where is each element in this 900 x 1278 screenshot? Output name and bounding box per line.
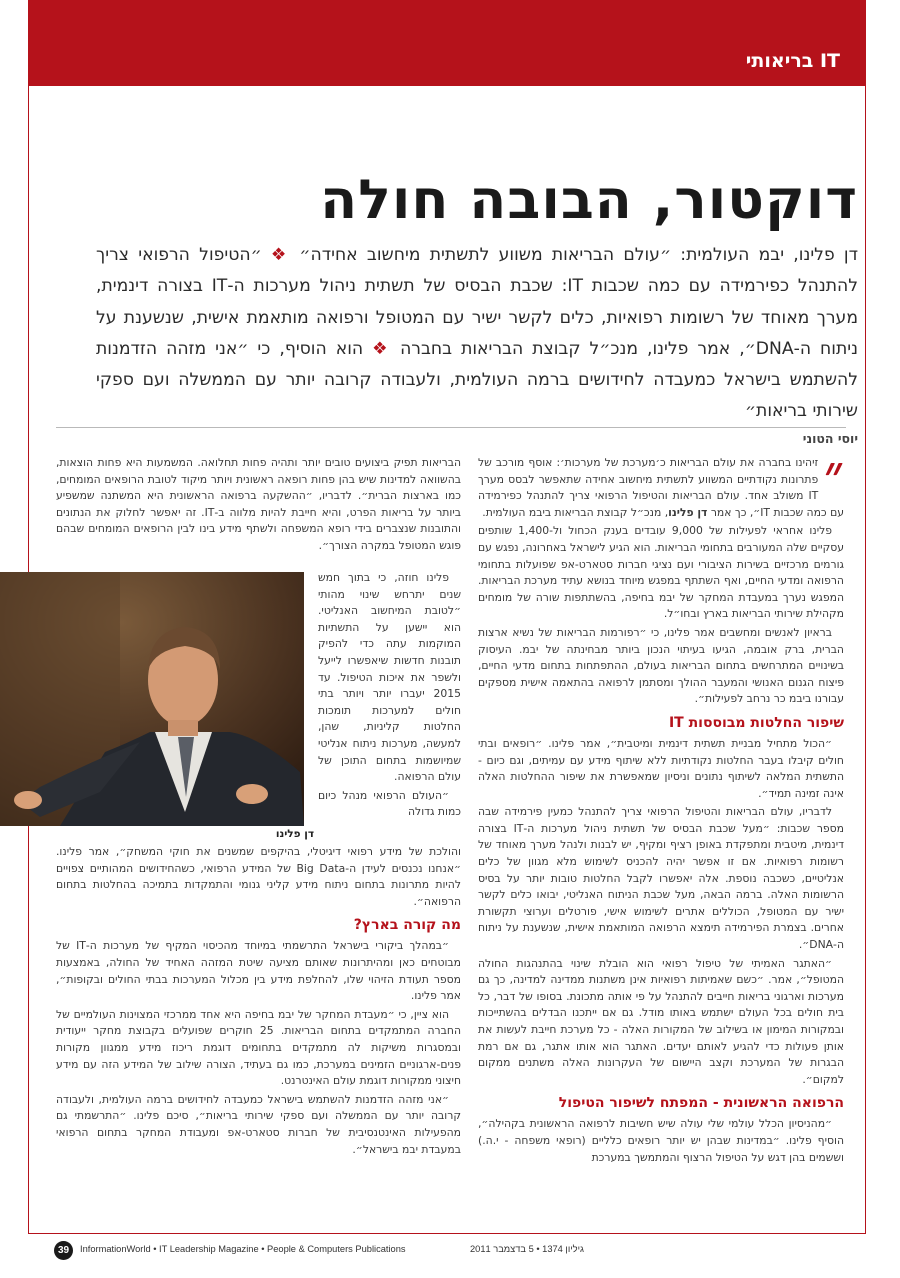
paragraph: ״האתגר האמיתי של טיפול רפואי הוא הובלת שינוי בהתנהגות החולה המטופל״, אמר. ״כשם שאמיתות רפואיות אינן משתנות ממדינה למדינה, כך גם מערכות וארגוני בריאות חייבים להתנהל על פי אותה מתכונת. בסופו של דבר, כל בית חולים בכל העולם ישתמש באותו מודל. גם אם ייתכנו הבדלים בהשתייכות ובמקורות המימון או בשילוב של המקורות האלה - כל מערכת חייבת לעשות את אותן פעולות כדי להגיע לאותם יעדים. האתגר הוא אותו אתגר, גם אם רמת הבגרות של המערכת וקצב היישום של העקרונות האלה משתנים ממקום למקום״.: [478, 956, 844, 1086]
paragraph: ״מהניסיון הכלל עולמי שלי עולה שיש חשיבות לרפואה הראשונית בקהילה״, הוסיף פלינו. ״במדינות שבהן יש יותר רופאים כלליים (רופאי משפחה - י.ה.) וששמים בהן דגש על הטיפול הרצוף והמתמשך במערכת: [478, 1117, 844, 1164]
publications-line: InformationWorld • IT Leadership Magazine • People & Computers Publications: [80, 1244, 406, 1254]
paragraph: הוא ציין, כי ״מעבדת המחקר של יבמ בחיפה היא אחד ממרכזי המצוינות העולמיים של החברה המתמקדים בתחום הבריאות. 25 חוקרים שפועלים בקבוצת מחקר ייעודית ובמסגרות משיקות לה מתמקדים בתחומים דוגמת ריכוז מידע ממגוון מקורות פנים-ארגוניים הזמינים במערכת, כמו גם בעתיד, הצורה שילוב של המידע הזה עם מידע חיצוני ממקורות דוגמת עולם האינטרנט.: [56, 1007, 461, 1088]
paragraph: והולכת של מידע רפואי דיגיטלי, בהיקפים שמשנים את חוקי המשחק״, אמר פלינו. ״אנחנו נכנסים לעידן ה-Big Data של המידע הרפואי, כשהחידושים המהותיים צפויים להיות מתרונות בתחום ניתוח מידע קליני גנומי והתמקדות בתמיכה בהחלטות בתחום הרפואה״.: [56, 845, 461, 908]
paragraph-text: , מנכ״ל קבוצת הבריאות ביבמ העולמית.: [482, 505, 669, 519]
paragraph-text: זיהינו בחברה את עולם הבריאות כ׳מערכת של מערכות׳: אוסף מורכב של פתרונות נקודתיים המשווע לתשתית מיחשוב אחידה שתאפשר לבסס מערך IT משולב אחד. עולם הבריאות והטיפול הרפואי צריך להתנהל כפירמידה עם כמה שכבות IT״, כך אמר: [478, 456, 844, 519]
byline-divider: [56, 427, 846, 428]
paragraph: ״הכול מתחיל מבניית תשתית דינמית ומיטבית״, אמר פלינו. ״רופאים ובתי חולים קיבלו בעבר החלטות נקודתיות ללא שיתוף מידע עם עמיתים, וגם כיום - התשתית המלאה לשיתוף נתונים וניסיון שמאפשרת את שיפור ההחלטות האלה אינה זמינה תמיד״.: [478, 736, 844, 800]
paragraph: פלינו חוזה, כי בתוך חמש שנים יתרחש שינוי מהותי ״לטובת המיחשוב האנליטי. הוא יישען על התשתיות המוקמות עתה כדי להפיק תובנות חדשות שיאפשרו לייעל ולשפר את איכות הטיפול. עד 2015 יעברו יותר ויותר בתי חולים למערכות תומכות החלטות קליניות, שהן, למעשה, מערכות ניתוח אנליטי שמיושמות בתחום התוכן של עולם הרפואה.: [318, 571, 461, 784]
article-column-left-bottom: [56, 844, 461, 1229]
headline: דוקטור, הבובה חולה: [320, 168, 858, 231]
lead-part-1: דן פלינו, יבמ העולמית: ״עולם הבריאות משווע לתשתית מיחשוב אחידה״: [299, 245, 858, 265]
issue-line: גיליון 1374 • 5 בדצמבר 2011: [470, 1244, 584, 1254]
lead-part-2: ״הטיפול הרפואי צריך להתנהל כפירמידה עם כמה שכבות IT: שכבת הבסיס של תשתית ניהול מערכות ה-IT בצורה דינמית, מערך מאוחד של רשומות רפואיות, כלים לקשר ישיר עם המטופל ורפואה מותאמת אישית, שנשענת על ניתוח ה-DNA״, אמר פלינו, מנכ״ל קבוצת הבריאות בחברה: [96, 245, 859, 359]
article-column-left-mid: [318, 570, 461, 840]
subheading: מה קורה בארץ?: [353, 917, 461, 934]
page-footer: [54, 1240, 844, 1260]
author-byline: יוסי הטוני: [802, 431, 858, 446]
lead-part-3: הוא הוסיף, כי ״אני מזהה הזדמנות להשתמש בישראל כמעבדה לחידושים ברמה העולמית, ולעבודה קרובה יותר עם הממשלה ועם ספקי שירותי בריאות״: [96, 338, 858, 422]
section-header-bar: [28, 0, 866, 86]
person-name: דן פלינו: [668, 505, 708, 519]
paragraph: ״במהלך ביקורי בישראל התרשמתי במיוחד מהכיסוי המקיף של מערכות ה-IT של מבוטחים כאן ומהיתרונות שאותם מציעה שיטת המזהה האחיד של החולה, באמצעות מספר תעודת הזיהוי שלו, להחלפת מידע בין מכלול המערכות בבתי החולים ובקופות״, אמר פלינו.: [56, 939, 461, 1003]
photo-caption: דן פלינו: [275, 828, 314, 840]
lead-paragraph: [96, 240, 858, 428]
diamond-bullet-icon: ❖: [372, 338, 392, 359]
article-column-left-top: [56, 455, 461, 570]
portrait-photo: [0, 572, 304, 826]
paragraph: לדבריו, עולם הבריאות והטיפול הרפואי צריך להתנהל כמעין פירמידה שבה מספר שכבות: ״מעל שכבת הבסיס של תשתית ניהול מערכות ה-IT בצורה דינמית, מיטבית ומתפקדת באופן רציף ומקיף, יש לבנות ולנהל מערך מאוחד של רשומות רפואיות. אם זו אפשר יהיה להכניס לשימוש מלא מגוון של כלים אנליטיים, כשכבה נוספת. אלה יאפשרו לקבל החלטות טובות יותר על בסיס הרשומות האלה. ברמה הבאה, מעל שכבת הניתוח האנליטי, יבואו כלים לקשר ישיר עם המטופל, הכוללים אתרים לשימוש אישי, פורטלים וערוצי תקשורת אחרים. בצמרת הפירמידה תימצא הרפואה המותאמת אישית, שנשענת על ניתוח ה-DNA״.: [478, 805, 844, 952]
paragraph: הבריאות תפיק ביצועים טובים יותר ותהיה פחות תחלואה. המשמעות היא פחות הוצאות, בהשוואה למדינות שיש בהן פחות רופאה ראשונית ויותר מיקוד לטובת הרופאים המומחים, כמו בארצות הברית״. לדבריו, ״ההשקעה ברפואה הראשונית היא המשתנה שמשפיע ביותר על בריאות הפרט, והיא חייבת להיות מלווה ב-IT. זה יאפשר לחלוק את הנתונים והתובנות שנצברים בידי רופא המשפחה ולשתף מידע בינו לבין הרופאים המומחים שבהם פוגש המטופל במקרה הצורך״.: [56, 456, 461, 552]
section-tag: IT בריאותי: [745, 50, 840, 72]
paragraph: ״אני מזהה הזדמנות להשתמש בישראל כמעבדה לחידושים ברמה העולמית, ולעבודה קרובה יותר עם הממשלה ועם ספקי שירותי בריאות״, סיכם פלינו. ״התרשמתי גם מהפעילות האינטנסיבית של חברות סטארט-אפ ומעבודת המחקר בתחום הרפואי במעבדת יבמ בישראל״.: [56, 1092, 461, 1156]
portrait-illustration: [0, 572, 304, 826]
subheading: שיפור החלטות מבוססות IT: [668, 714, 844, 731]
paragraph: בראיון לאנשים ומחשבים אמר פלינו, כי ״רפורמות הבריאות של נשיא ארצות הברית, ברק אובמה, הגיעו בעיתוי הנכון ביותר מבחינתה של יבמ. העיסוק בשינויים המתרחשים בתחום הבריאות בעולם, ההתפתחות בתחום מדעי החיים, פיצוח הגנום האנושי והמעבר ההולך ומסתמן לרפואה בהתאמה אישית מספקים עבורנו ביבמ כר נרחב לפעילות״.: [478, 625, 844, 706]
paragraph: ״העולם הרפואי מנהל כיום כמות גדולה: [318, 788, 461, 819]
article-column-right: [478, 455, 844, 1233]
page-number: 39: [54, 1241, 73, 1260]
quote-mark-icon: ״: [824, 455, 844, 505]
paragraph: פלינו אחראי לפעילות של 9,000 עובדים בענק הכחול ול-1,400 שותפים עסקיים שלה המעורבים בתחומי הבריאות. הוא הגיע לישראל באחרונה, נפגש עם גורמים מרכזיים בשירות הציבורי ועם נציגי חברות סטארט-אפ שפועלות בתחומי הרפואה ומדעי החיים, ואף השתתף במפגש מיוחד בנושא עתיד מערכת הבריאות. המפגש נערך במעבדת המחקר של יבמ בחיפה, בהשתתפות שורה של מומחים מקהילת שירותי הבריאות בארץ ובחו״ל.: [478, 524, 844, 621]
subheading: הרפואה הראשונית - המפתח לשיפור הטיפול: [558, 1095, 844, 1112]
diamond-bullet-icon: ❖: [270, 245, 291, 265]
opening-paragraph: [478, 455, 844, 521]
